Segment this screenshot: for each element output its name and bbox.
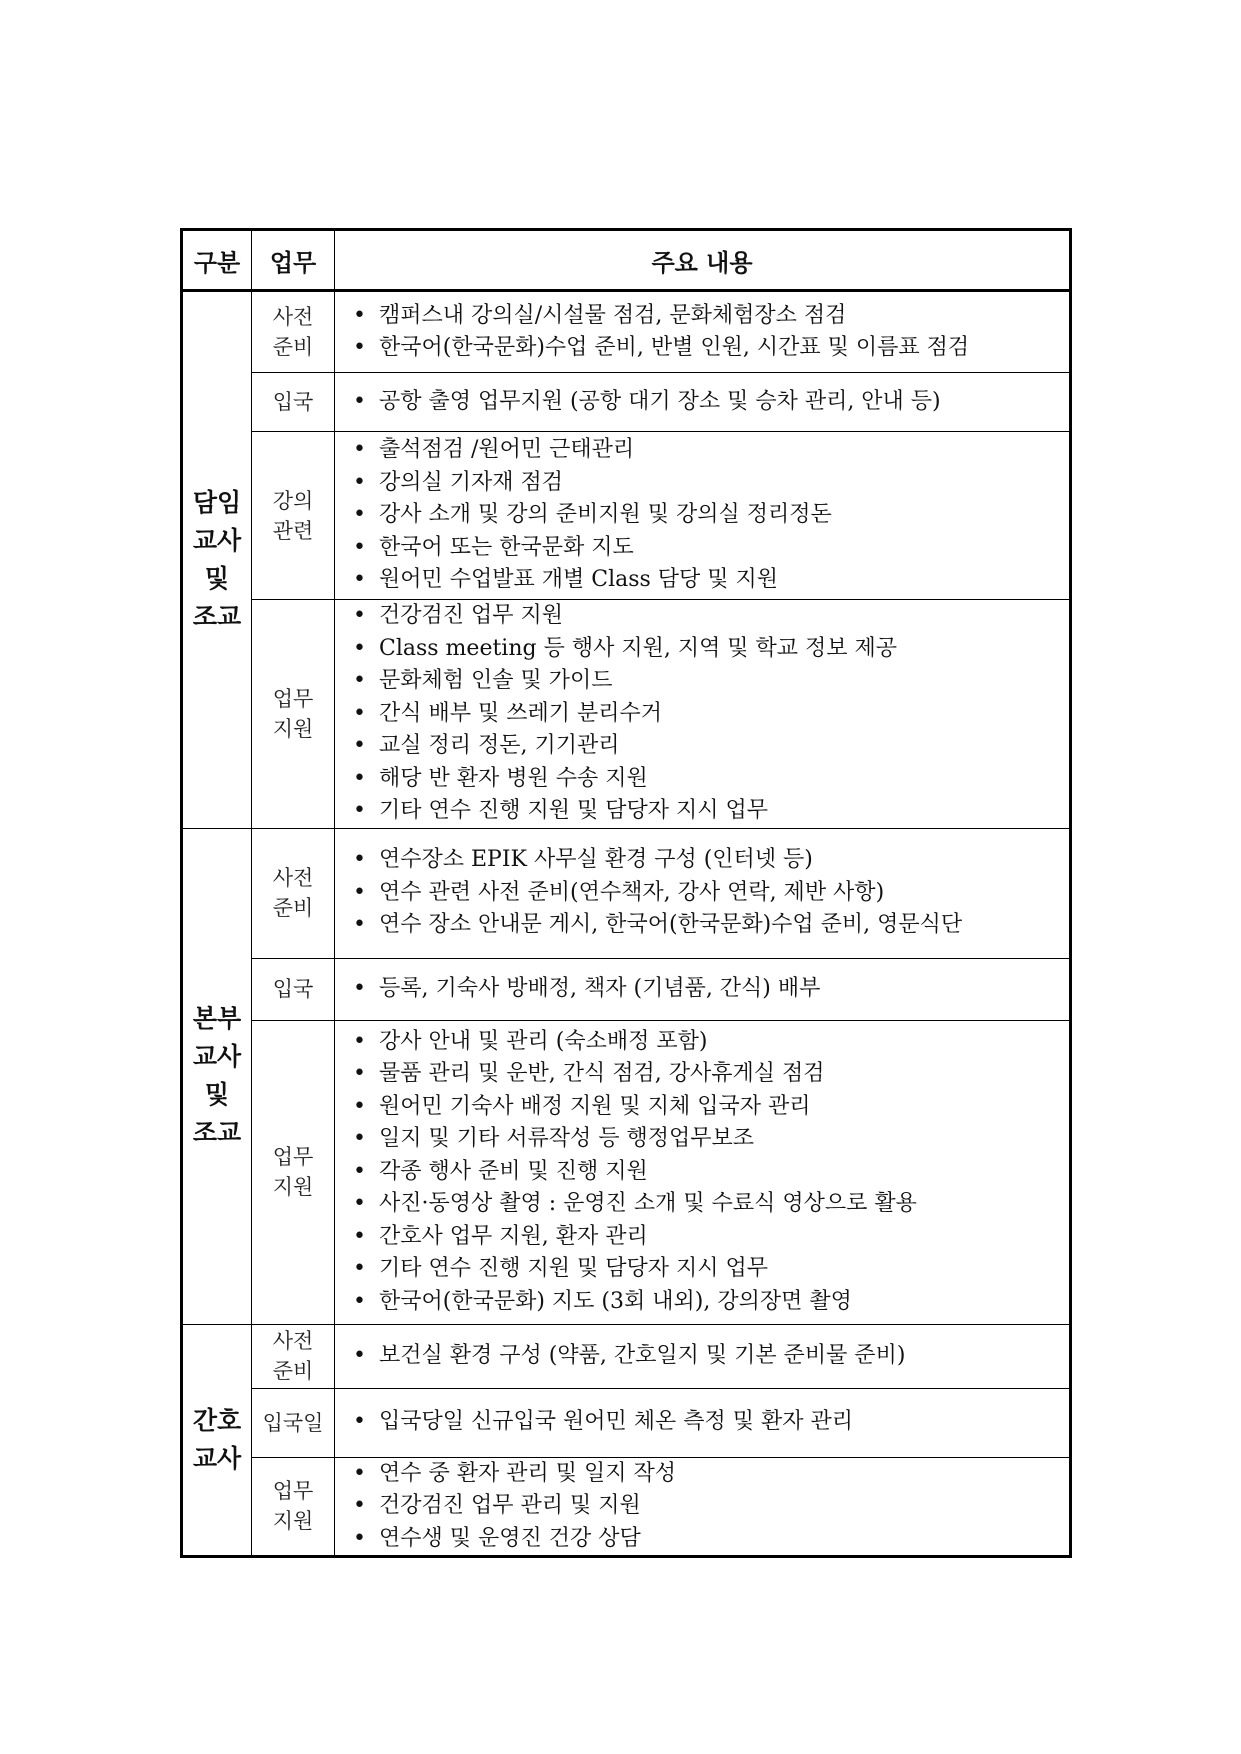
content-cell	[335, 1324, 1071, 1388]
duty-table	[180, 228, 1072, 1558]
task-label: 업무 지원	[252, 1457, 335, 1557]
list-item: • 한국어(한국문화) 지도 (3회 내외), 강의장면 촬영	[351, 1286, 1057, 1319]
content-cell	[335, 1388, 1071, 1457]
bullet-list	[351, 1026, 1057, 1319]
list-item: • 일지 및 기타 서류작성 등 행정업무보조	[351, 1123, 1057, 1156]
content-cell	[335, 958, 1071, 1020]
list-item: • 공항 출영 업무지원 (공항 대기 장소 및 승차 관리, 안내 등)	[351, 386, 1057, 419]
bullet-list	[351, 1458, 1057, 1556]
bullet-list	[351, 844, 1057, 942]
task-label: 업무 지원	[252, 600, 335, 829]
table-row	[182, 1020, 1071, 1324]
list-item: • 한국어 또는 한국문화 지도	[351, 532, 1057, 565]
task-label: 강의 관련	[252, 432, 335, 600]
content-cell	[335, 432, 1071, 600]
task-label: 입국	[252, 958, 335, 1020]
content-cell	[335, 291, 1071, 373]
list-item: • 문화체험 인솔 및 가이드	[351, 665, 1057, 698]
task-label: 사전 준비	[252, 828, 335, 958]
task-label: 사전 준비	[252, 1324, 335, 1388]
list-item: • 원어민 기숙사 배정 지원 및 지체 입국자 관리	[351, 1091, 1057, 1124]
task-label: 업무 지원	[252, 1020, 335, 1324]
table-row	[182, 828, 1071, 958]
bullet-list	[351, 1406, 1057, 1439]
list-item: • 건강검진 업무 지원	[351, 600, 1057, 633]
task-label: 입국	[252, 373, 335, 432]
content-cell	[335, 1457, 1071, 1557]
task-label: 입국일	[252, 1388, 335, 1457]
list-item: • 기타 연수 진행 지원 및 담당자 지시 업무	[351, 795, 1057, 828]
list-item: • 해당 반 환자 병원 수송 지원	[351, 763, 1057, 796]
table-row	[182, 958, 1071, 1020]
group-label: 담임 교사 및 조교	[182, 291, 252, 829]
list-item: • 연수 관련 사전 준비(연수책자, 강사 연락, 제반 사항)	[351, 877, 1057, 910]
table-row	[182, 1388, 1071, 1457]
list-item: • 강의실 기자재 점검	[351, 467, 1057, 500]
table-row	[182, 1324, 1071, 1388]
list-item: • 캠퍼스내 강의실/시설물 점검, 문화체험장소 점검	[351, 300, 1057, 333]
list-item: • 원어민 수업발표 개별 Class 담당 및 지원	[351, 564, 1057, 597]
group-label: 간호 교사	[182, 1324, 252, 1557]
list-item: • 출석점검 /원어민 근태관리	[351, 434, 1057, 467]
list-item: • 보건실 환경 구성 (약품, 간호일지 및 기본 준비물 준비)	[351, 1340, 1057, 1373]
bullet-list	[351, 973, 1057, 1006]
content-cell	[335, 600, 1071, 829]
list-item: • 입국당일 신규입국 원어민 체온 측정 및 환자 관리	[351, 1406, 1057, 1439]
header-row	[182, 230, 1071, 291]
list-item: • 연수생 및 운영진 건강 상담	[351, 1523, 1057, 1556]
table-row	[182, 373, 1071, 432]
list-item: • Class meeting 등 행사 지원, 지역 및 학교 정보 제공	[351, 633, 1057, 666]
header-group: 구분	[182, 230, 252, 291]
list-item: • 간식 배부 및 쓰레기 분리수거	[351, 698, 1057, 731]
bullet-list	[351, 600, 1057, 828]
list-item: • 건강검진 업무 관리 및 지원	[351, 1490, 1057, 1523]
table-row	[182, 600, 1071, 829]
list-item: • 물품 관리 및 운반, 간식 점검, 강사휴게실 점검	[351, 1058, 1057, 1091]
bullet-list	[351, 386, 1057, 419]
bullet-list	[351, 1340, 1057, 1373]
list-item: • 간호사 업무 지원, 환자 관리	[351, 1221, 1057, 1254]
list-item: • 연수 장소 안내문 게시, 한국어(한국문화)수업 준비, 영문식단	[351, 909, 1057, 942]
table-row	[182, 432, 1071, 600]
bullet-list	[351, 434, 1057, 597]
content-cell	[335, 373, 1071, 432]
list-item: • 사진·동영상 촬영 : 운영진 소개 및 수료식 영상으로 활용	[351, 1188, 1057, 1221]
list-item: • 연수 중 환자 관리 및 일지 작성	[351, 1458, 1057, 1491]
table-row	[182, 1457, 1071, 1557]
header-content: 주요 내용	[335, 230, 1071, 291]
group-label: 본부 교사 및 조교	[182, 828, 252, 1324]
task-label: 사전 준비	[252, 291, 335, 373]
header-task: 업무	[252, 230, 335, 291]
list-item: • 한국어(한국문화)수업 준비, 반별 인원, 시간표 및 이름표 점검	[351, 332, 1057, 365]
list-item: • 연수장소 EPIK 사무실 환경 구성 (인터넷 등)	[351, 844, 1057, 877]
bullet-list	[351, 300, 1057, 365]
list-item: • 각종 행사 준비 및 진행 지원	[351, 1156, 1057, 1189]
list-item: • 기타 연수 진행 지원 및 담당자 지시 업무	[351, 1253, 1057, 1286]
content-cell	[335, 1020, 1071, 1324]
list-item: • 교실 정리 정돈, 기기관리	[351, 730, 1057, 763]
list-item: • 강사 안내 및 관리 (숙소배정 포함)	[351, 1026, 1057, 1059]
list-item: • 등록, 기숙사 방배정, 책자 (기념품, 간식) 배부	[351, 973, 1057, 1006]
list-item: • 강사 소개 및 강의 준비지원 및 강의실 정리정돈	[351, 499, 1057, 532]
content-cell	[335, 828, 1071, 958]
table-row	[182, 291, 1071, 373]
